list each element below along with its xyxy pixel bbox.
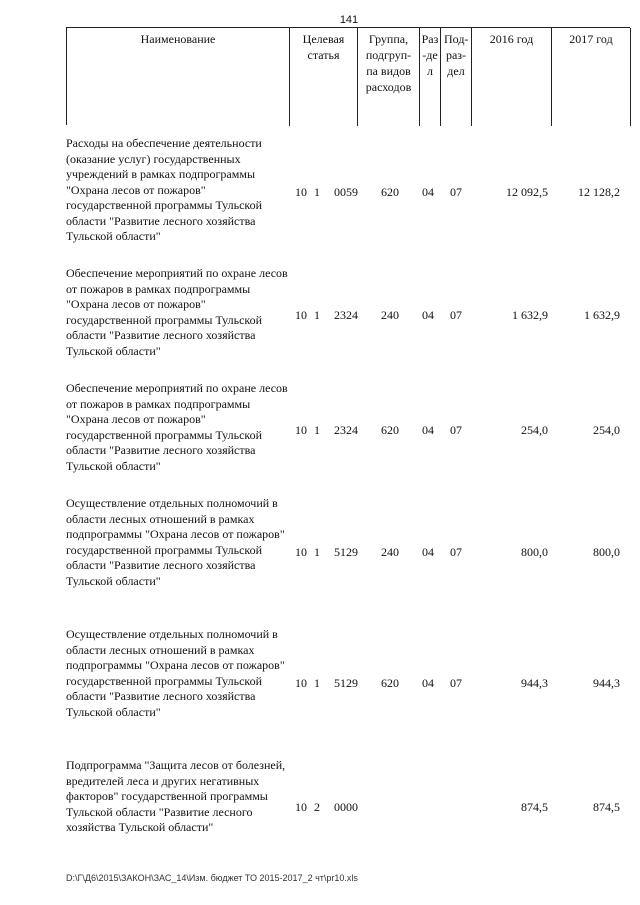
row-section: 04 xyxy=(422,308,434,322)
table-row xyxy=(66,136,630,248)
row-target-part3: 5129 xyxy=(334,545,358,559)
header-year-2017-label: 2017 год xyxy=(569,32,613,46)
row-subsection: 07 xyxy=(450,545,462,559)
header-subsection-label: Под-раз-дел xyxy=(444,32,469,78)
row-value-2016: 874,5 xyxy=(521,800,548,814)
row-name: Осуществление отдельных полномочий в области лесных отношений в рамках подпрограммы "Охрана лесов от пожаров" государственной программы Тульской области "Развитие лесного хозяйства Тульской области" xyxy=(66,496,285,588)
header-group-label: Группа, подгруп-па видов расходов xyxy=(365,32,412,94)
table-row xyxy=(66,381,630,481)
row-value-2017: 800,0 xyxy=(593,545,620,559)
row-target-part2: 1 xyxy=(314,423,320,437)
header-target-label: Целевая статья xyxy=(302,32,345,62)
header-name-label: Наименование xyxy=(140,32,216,46)
row-target-part2: 1 xyxy=(314,545,320,559)
row-target-part3: 0059 xyxy=(334,185,358,199)
row-group: 240 xyxy=(381,308,399,322)
row-target-part3: 2324 xyxy=(334,308,358,322)
header-target xyxy=(290,28,358,126)
file-path-footer: D:\Г\Д6\2015\ЗАКОН\ЗАС_14\Изм. бюджет ТО 2015-2017_2 чт\pr10.xls xyxy=(66,873,358,883)
row-target-part2: 1 xyxy=(314,185,320,199)
header-section xyxy=(420,28,441,126)
row-group: 620 xyxy=(381,676,399,690)
row-subsection: 07 xyxy=(450,676,462,690)
row-value-2016: 254,0 xyxy=(521,423,548,437)
row-group: 240 xyxy=(381,545,399,559)
table-header xyxy=(66,27,630,125)
row-value-2016: 12 092,5 xyxy=(506,185,548,199)
row-group: 620 xyxy=(381,423,399,437)
row-target-part1: 10 xyxy=(295,308,307,322)
row-target-part2: 1 xyxy=(314,676,320,690)
header-subsection xyxy=(441,28,472,126)
row-target-part3: 5129 xyxy=(334,676,358,690)
row-target-part1: 10 xyxy=(295,800,307,814)
header-year-2017 xyxy=(552,28,631,126)
row-name: Подпрограмма "Защита лесов от болезней, вредителей леса и других негативных факторов" государственной программы Тульской области "Развитие лесного хозяйства Тульской области" xyxy=(66,758,286,834)
row-section: 04 xyxy=(422,676,434,690)
table-row xyxy=(66,758,630,858)
row-section: 04 xyxy=(422,185,434,199)
row-section: 04 xyxy=(422,423,434,437)
row-value-2017: 944,3 xyxy=(593,676,620,690)
row-subsection: 07 xyxy=(450,308,462,322)
row-subsection: 07 xyxy=(450,423,462,437)
row-target-part3: 2324 xyxy=(334,423,358,437)
row-target-part1: 10 xyxy=(295,676,307,690)
row-target-part2: 1 xyxy=(314,308,320,322)
row-name: Обеспечение мероприятий по охране лесов от пожаров в рамках подпрограммы "Охрана лесов от пожаров" государственной программы Тульской области "Развитие лесного хозяйства Тульской области" xyxy=(66,381,288,473)
row-value-2016: 944,3 xyxy=(521,676,548,690)
page-number: 141 xyxy=(339,14,359,26)
header-year-2016-label: 2016 год xyxy=(489,32,534,46)
row-group: 620 xyxy=(381,185,399,199)
table-row xyxy=(66,496,630,608)
header-group xyxy=(358,28,420,126)
row-value-2016: 1 632,9 xyxy=(512,308,548,322)
row-value-2016: 800,0 xyxy=(521,545,548,559)
row-name: Осуществление отдельных полномочий в области лесных отношений в рамках подпрограммы "Охрана лесов от пожаров" государственной программы Тульской области "Развитие лесного хозяйства Тульской области" xyxy=(66,627,285,719)
header-name xyxy=(67,28,290,126)
header-section-label: Раз-дел xyxy=(421,32,439,78)
row-value-2017: 12 128,2 xyxy=(578,185,620,199)
row-target-part2: 2 xyxy=(314,800,320,814)
row-subsection: 07 xyxy=(450,185,462,199)
row-section: 04 xyxy=(422,545,434,559)
row-target-part1: 10 xyxy=(295,423,307,437)
table-row xyxy=(66,627,630,739)
row-value-2017: 874,5 xyxy=(593,800,620,814)
table-row xyxy=(66,266,630,366)
row-target-part3: 0000 xyxy=(334,800,358,814)
row-target-part1: 10 xyxy=(295,545,307,559)
row-value-2017: 1 632,9 xyxy=(584,308,620,322)
row-name: Расходы на обеспечение деятельности (оказание услуг) государственных учреждений в рамках подпрограммы "Охрана лесов от пожаров" государственной программы Тульской области "Развитие лесного хозяйства Тульской области" xyxy=(66,136,263,243)
row-value-2017: 254,0 xyxy=(593,423,620,437)
header-year-2016 xyxy=(472,28,552,126)
row-name: Обеспечение мероприятий по охране лесов от пожаров в рамках подпрограммы "Охрана лесов от пожаров" государственной программы Тульской области "Развитие лесного хозяйства Тульской области" xyxy=(66,266,288,358)
row-target-part1: 10 xyxy=(295,185,307,199)
